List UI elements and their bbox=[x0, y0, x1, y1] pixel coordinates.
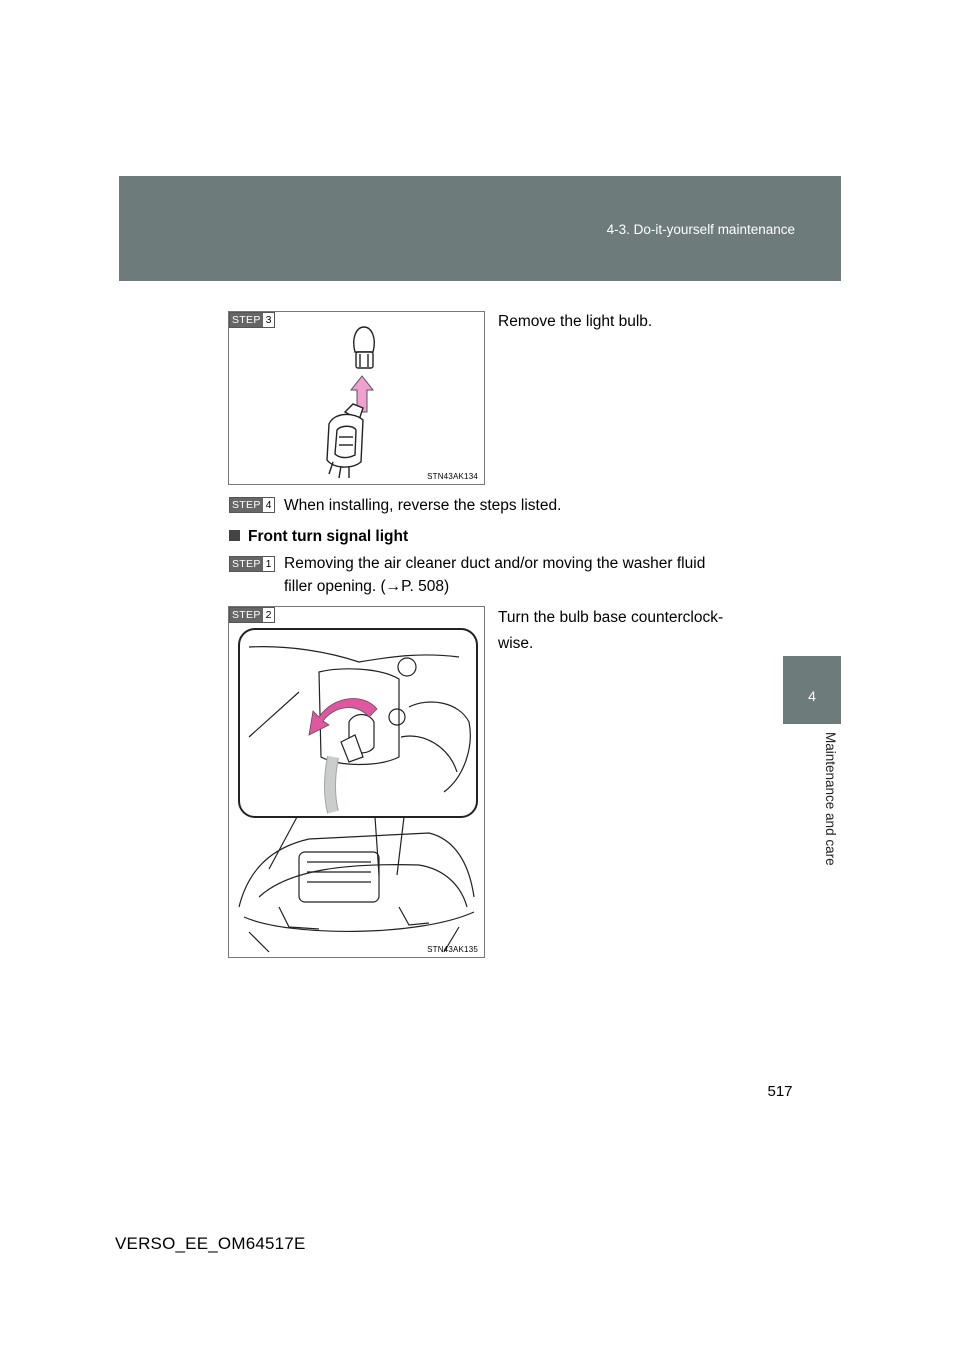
square-bullet-icon bbox=[229, 530, 240, 541]
bulb-removal-illustration bbox=[229, 312, 484, 484]
step-number: 4 bbox=[263, 498, 275, 512]
section-heading bbox=[229, 528, 408, 546]
step-word: STEP bbox=[232, 314, 261, 326]
step-word: STEP bbox=[232, 499, 261, 511]
section-title: 4-3. Do-it-yourself maintenance bbox=[606, 222, 795, 237]
step-number: 3 bbox=[263, 313, 275, 327]
step-3-text: Remove the light bulb. bbox=[498, 313, 653, 330]
step-badge-1 bbox=[229, 556, 275, 572]
figure-code: STN43AK134 bbox=[427, 472, 478, 481]
chapter-number: 4 bbox=[808, 688, 816, 704]
step-badge-4 bbox=[229, 497, 275, 513]
document-code: VERSO_EE_OM64517E bbox=[115, 1234, 306, 1253]
step-2-text-line2: wise. bbox=[498, 635, 534, 652]
section-heading-text: Front turn signal light bbox=[248, 528, 409, 545]
step-badge-2 bbox=[229, 607, 275, 623]
figure-bulb-removal bbox=[228, 311, 485, 485]
step-1-text-line1: Removing the air cleaner duct and/or moving the washer fluid bbox=[284, 555, 706, 572]
step-4-text: When installing, reverse the steps listed. bbox=[284, 497, 562, 514]
header-band bbox=[119, 176, 841, 281]
page-number: 517 bbox=[767, 1083, 793, 1100]
step-number: 2 bbox=[263, 608, 275, 622]
figure-engine-bay bbox=[228, 606, 485, 958]
step-badge-3 bbox=[229, 312, 275, 328]
engine-bay-illustration bbox=[229, 607, 484, 957]
step-number: 1 bbox=[263, 557, 275, 571]
figure-code: STN43AK135 bbox=[427, 945, 478, 954]
chapter-title: Maintenance and care bbox=[823, 732, 838, 866]
step-2-text-line1: Turn the bulb base counterclock- bbox=[498, 609, 724, 626]
step-word: STEP bbox=[232, 558, 261, 570]
step-1-text-line2: filler opening. (→P. 508) bbox=[284, 578, 450, 595]
chapter-tab bbox=[783, 656, 841, 724]
step-word: STEP bbox=[232, 609, 261, 621]
